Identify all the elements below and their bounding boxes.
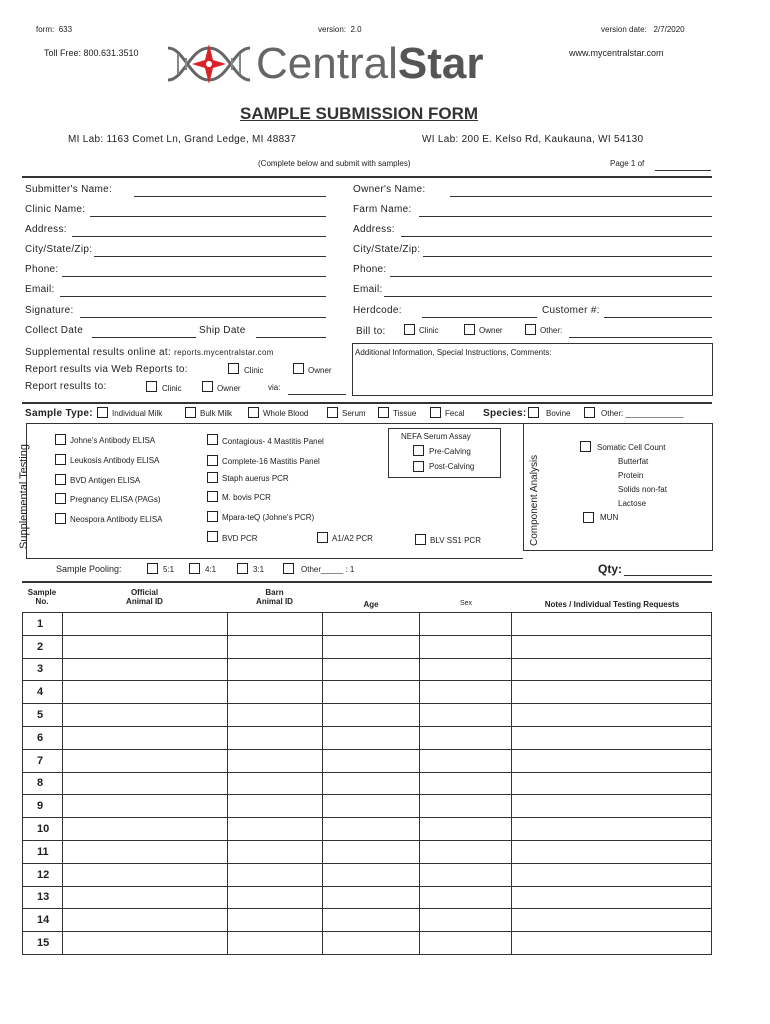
row-number: 5 <box>23 704 63 727</box>
somatic-cell-count-checkbox[interactable] <box>580 441 591 452</box>
m-bovis-checkbox[interactable] <box>207 491 218 502</box>
sample-pooling-label: Sample Pooling: <box>56 564 122 574</box>
a1a2-pcr-checkbox[interactable] <box>317 532 328 543</box>
clinic-city-field[interactable] <box>94 256 326 257</box>
table-row <box>23 749 712 772</box>
bill-clinic-label: Clinic <box>419 326 439 335</box>
header-divider <box>22 176 712 178</box>
clinic-phone-field[interactable] <box>62 276 326 277</box>
notes-cell[interactable] <box>512 749 712 772</box>
row-number: 2 <box>23 635 63 658</box>
mpara-teq-checkbox[interactable] <box>207 511 218 522</box>
barn-id-cell[interactable] <box>227 726 322 749</box>
pool-3-1-checkbox[interactable] <box>237 563 248 574</box>
barn-id-cell[interactable] <box>227 749 322 772</box>
owner-phone-field[interactable] <box>390 276 712 277</box>
owner-address-field[interactable] <box>401 236 712 237</box>
bvd-antigen-elisa-checkbox[interactable] <box>55 474 66 485</box>
age-cell[interactable] <box>322 704 420 727</box>
pool-4-1-checkbox[interactable] <box>189 563 200 574</box>
page-total-field[interactable] <box>655 170 711 171</box>
species-other-checkbox[interactable] <box>584 407 595 418</box>
leukosis-elisa-checkbox[interactable] <box>55 454 66 465</box>
sample-type-option: Serum <box>342 409 366 418</box>
owner-email-field[interactable] <box>384 296 712 297</box>
sample-type-option: Bulk Milk <box>200 409 233 418</box>
table-row <box>23 795 712 818</box>
species-other-label: Other: _____________ <box>601 409 684 418</box>
age-cell[interactable] <box>322 749 420 772</box>
component-item: Lactose <box>618 499 647 508</box>
species-bovine-checkbox[interactable] <box>528 407 539 418</box>
notes-cell[interactable] <box>512 863 712 886</box>
sample-whole-blood-checkbox[interactable] <box>248 407 259 418</box>
barn-id-cell[interactable] <box>227 681 322 704</box>
notes-cell[interactable] <box>512 886 712 909</box>
centralstar-logo-icon <box>164 40 254 88</box>
barn-id-cell[interactable] <box>227 863 322 886</box>
age-cell[interactable] <box>322 818 420 841</box>
official-id-cell[interactable] <box>62 726 227 749</box>
row-number: 14 <box>23 909 63 932</box>
official-id-cell[interactable] <box>62 795 227 818</box>
via-label: via: <box>268 383 281 392</box>
mun-label: MUN <box>600 513 619 522</box>
age-cell[interactable] <box>322 658 420 681</box>
clinic-name-field[interactable] <box>90 216 326 217</box>
official-id-cell[interactable] <box>62 613 227 636</box>
page-title: SAMPLE SUBMISSION FORM <box>240 104 479 123</box>
bill-other-checkbox[interactable] <box>525 324 536 335</box>
web-clinic-label: Clinic <box>244 366 264 375</box>
table-row <box>23 886 712 909</box>
sample-type-option: Fecal <box>445 409 465 418</box>
row-number: 6 <box>23 726 63 749</box>
supplemental-test-label: Leukosis Antibody ELISA <box>70 456 160 465</box>
sex-cell[interactable] <box>420 613 512 636</box>
supplemental-test-label: M. bovis PCR <box>222 493 271 502</box>
age-cell[interactable] <box>322 840 420 863</box>
row-number: 3 <box>23 658 63 681</box>
owner-name-field[interactable] <box>450 196 712 197</box>
sample-type-option: Individual Milk <box>112 409 163 418</box>
farm-name-label: Farm Name: <box>353 204 412 215</box>
owner-address-label: Address: <box>353 224 395 235</box>
official-id-cell[interactable] <box>62 886 227 909</box>
signature-field[interactable] <box>80 317 326 318</box>
form-number-label: form: 633 <box>36 25 73 34</box>
col-header-age: Age <box>363 600 379 609</box>
sex-cell[interactable] <box>420 658 512 681</box>
supplemental-test-label: BVD Antigen ELISA <box>70 476 141 485</box>
owner-phone-label: Phone: <box>353 264 387 275</box>
notes-cell[interactable] <box>512 772 712 795</box>
barn-id-cell[interactable] <box>227 613 322 636</box>
notes-cell[interactable] <box>512 795 712 818</box>
reports-url[interactable]: reports.mycentralstar.com <box>174 348 274 357</box>
pregnancy-elisa-checkbox[interactable] <box>55 493 66 504</box>
pool-option-label: 4:1 <box>205 565 217 574</box>
age-cell[interactable] <box>322 863 420 886</box>
age-cell[interactable] <box>322 726 420 749</box>
sex-cell[interactable] <box>420 635 512 658</box>
toll-free-number: Toll Free: 800.631.3510 <box>44 48 139 58</box>
qty-field[interactable] <box>624 575 712 576</box>
table-divider <box>22 581 712 583</box>
species-label: Species: <box>483 408 527 419</box>
age-cell[interactable] <box>322 772 420 795</box>
barn-id-cell[interactable] <box>227 932 322 955</box>
supplemental-test-label: Mpara-teQ (Johne's PCR) <box>222 513 315 522</box>
brand-wordmark: CentralStar <box>256 39 484 88</box>
table-row <box>23 932 712 955</box>
species-bovine-label: Bovine <box>546 409 571 418</box>
instructions-text: (Complete below and submit with samples) <box>258 159 411 168</box>
notes-cell[interactable] <box>512 681 712 704</box>
col-header-sample: Sample No. <box>27 588 57 606</box>
sex-cell[interactable] <box>420 772 512 795</box>
row-number: 11 <box>23 840 63 863</box>
mun-checkbox[interactable] <box>583 512 594 523</box>
col-header-sex: Sex <box>459 600 473 607</box>
report-clinic-checkbox[interactable] <box>146 381 157 392</box>
website-link[interactable]: www.mycentralstar.com <box>569 48 664 58</box>
bill-to-label: Bill to: <box>356 326 386 337</box>
additional-info-label: Additional Information, Special Instructions, Comments: <box>355 348 552 357</box>
table-row <box>23 613 712 636</box>
page-of-label: Page 1 of <box>610 159 645 168</box>
signature-label: Signature: <box>25 305 74 316</box>
clinic-name-label: Clinic Name: <box>25 204 86 215</box>
table-row <box>23 726 712 749</box>
nefa-post-calving-checkbox[interactable] <box>413 461 424 472</box>
official-id-cell[interactable] <box>62 863 227 886</box>
notes-cell[interactable] <box>512 840 712 863</box>
age-cell[interactable] <box>322 795 420 818</box>
row-number: 12 <box>23 863 63 886</box>
barn-id-cell[interactable] <box>227 772 322 795</box>
age-cell[interactable] <box>322 932 420 955</box>
nefa-box <box>388 428 501 478</box>
submitter-name-label: Submitter's Name: <box>25 184 113 195</box>
sample-tissue-checkbox[interactable] <box>378 407 389 418</box>
sex-cell[interactable] <box>420 749 512 772</box>
complete-mastitis-checkbox[interactable] <box>207 455 218 466</box>
ship-date-label: Ship Date <box>199 325 246 336</box>
nefa-title: NEFA Serum Assay <box>401 432 471 441</box>
sex-cell[interactable] <box>420 932 512 955</box>
row-number: 8 <box>23 772 63 795</box>
supplemental-test-label: Pregnancy ELISA (PAGs) <box>70 495 161 504</box>
submitter-name-field[interactable] <box>134 196 326 197</box>
farm-name-field[interactable] <box>419 216 712 217</box>
notes-cell[interactable] <box>512 658 712 681</box>
barn-id-cell[interactable] <box>227 886 322 909</box>
reports-divider <box>22 402 712 404</box>
sample-type-option: Tissue <box>393 409 417 418</box>
report-owner-label: Owner <box>217 384 241 393</box>
sex-cell[interactable] <box>420 886 512 909</box>
supplemental-test-label: Complete-16 Mastitis Panel <box>222 457 320 466</box>
barn-id-cell[interactable] <box>227 704 322 727</box>
age-cell[interactable] <box>322 635 420 658</box>
blv-pcr-checkbox[interactable] <box>415 534 426 545</box>
sex-cell[interactable] <box>420 818 512 841</box>
col-header-notes: Notes / Individual Testing Requests <box>544 600 680 609</box>
official-id-cell[interactable] <box>62 635 227 658</box>
owner-city-label: City/State/Zip: <box>353 244 421 255</box>
blv-pcr-label: BLV SS1 PCR <box>430 536 481 545</box>
row-number: 4 <box>23 681 63 704</box>
mi-lab-address: MI Lab: 1163 Comet Ln, Grand Ledge, MI 48837 <box>68 134 297 145</box>
barn-id-cell[interactable] <box>227 635 322 658</box>
herdcode-label: Herdcode: <box>353 305 402 316</box>
table-row <box>23 863 712 886</box>
official-id-cell[interactable] <box>62 681 227 704</box>
official-id-cell[interactable] <box>62 749 227 772</box>
official-id-cell[interactable] <box>62 658 227 681</box>
sample-serum-checkbox[interactable] <box>327 407 338 418</box>
animal-table <box>22 612 712 955</box>
row-number: 7 <box>23 749 63 772</box>
table-row <box>23 704 712 727</box>
table-row <box>23 635 712 658</box>
staph-aureus-checkbox[interactable] <box>207 472 218 483</box>
pool-option-label: 3:1 <box>253 565 265 574</box>
qty-label: Qty: <box>598 562 622 576</box>
official-id-cell[interactable] <box>62 932 227 955</box>
clinic-address-field[interactable] <box>72 236 326 237</box>
version-label: version: 2.0 <box>318 25 362 34</box>
table-row <box>23 772 712 795</box>
notes-cell[interactable] <box>512 726 712 749</box>
pool-option-label: 5:1 <box>163 565 175 574</box>
sex-cell[interactable] <box>420 840 512 863</box>
owner-email-label: Email: <box>353 284 383 295</box>
sex-cell[interactable] <box>420 726 512 749</box>
neospora-elisa-checkbox[interactable] <box>55 513 66 524</box>
barn-id-cell[interactable] <box>227 840 322 863</box>
customer-number-field[interactable] <box>604 317 712 318</box>
age-cell[interactable] <box>322 613 420 636</box>
web-clinic-checkbox[interactable] <box>228 363 239 374</box>
clinic-phone-label: Phone: <box>25 264 59 275</box>
sample-type-option: Whole Blood <box>263 409 309 418</box>
age-cell[interactable] <box>322 681 420 704</box>
sex-cell[interactable] <box>420 795 512 818</box>
supplemental-test-label: Johne's Antibody ELISA <box>70 436 156 445</box>
ship-date-field[interactable] <box>256 337 326 338</box>
clinic-email-field[interactable] <box>60 296 326 297</box>
web-owner-checkbox[interactable] <box>293 363 304 374</box>
bill-owner-checkbox[interactable] <box>464 324 475 335</box>
a1a2-pcr-label: A1/A2 PCR <box>332 534 373 543</box>
notes-cell[interactable] <box>512 635 712 658</box>
supplemental-test-label: Staph auerus PCR <box>222 474 289 483</box>
sex-cell[interactable] <box>420 909 512 932</box>
notes-cell[interactable] <box>512 818 712 841</box>
notes-cell[interactable] <box>512 613 712 636</box>
sex-cell[interactable] <box>420 863 512 886</box>
herdcode-field[interactable] <box>422 317 537 318</box>
clinic-address-label: Address: <box>25 224 67 235</box>
clinic-city-label: City/State/Zip: <box>25 244 93 255</box>
supplemental-online-label: Supplemental results online at: reports.mycentralstar.com <box>25 347 274 358</box>
row-number: 15 <box>23 932 63 955</box>
owner-name-label: Owner's Name: <box>353 184 426 195</box>
bvd-pcr-checkbox[interactable] <box>207 531 218 542</box>
row-number: 1 <box>23 613 63 636</box>
supplemental-test-label: Contagious- 4 Mastitis Panel <box>222 437 324 446</box>
row-number: 10 <box>23 818 63 841</box>
barn-id-cell[interactable] <box>227 818 322 841</box>
sex-cell[interactable] <box>420 704 512 727</box>
component-item: Butterfat <box>618 457 649 466</box>
additional-info-box[interactable] <box>352 343 713 396</box>
table-row <box>23 681 712 704</box>
sample-bulk-milk-checkbox[interactable] <box>185 407 196 418</box>
bill-other-field[interactable] <box>569 337 712 338</box>
table-row <box>23 658 712 681</box>
pool-other-checkbox[interactable] <box>283 563 294 574</box>
web-reports-label: Report results via Web Reports to: <box>25 364 188 375</box>
collect-date-field[interactable] <box>92 337 196 338</box>
official-id-cell[interactable] <box>62 818 227 841</box>
bill-other-label: Other: <box>540 326 563 335</box>
sex-cell[interactable] <box>420 681 512 704</box>
supplemental-test-label: BVD PCR <box>222 534 258 543</box>
bill-owner-label: Owner <box>479 326 503 335</box>
table-row <box>23 909 712 932</box>
report-to-label: Report results to: <box>25 381 107 392</box>
official-id-cell[interactable] <box>62 772 227 795</box>
official-id-cell[interactable] <box>62 909 227 932</box>
component-item: Solids non-fat <box>618 485 667 494</box>
pool-option-label: Other_____ : 1 <box>301 565 355 574</box>
version-date-label: version date: 2/7/2020 <box>601 25 685 34</box>
customer-number-label: Customer #: <box>542 305 600 316</box>
row-number: 9 <box>23 795 63 818</box>
sample-individual-milk-checkbox[interactable] <box>97 407 108 418</box>
supplemental-testing-side-label: Supplemental Testing <box>18 444 30 549</box>
nefa-pre-calving-checkbox[interactable] <box>413 445 424 456</box>
age-cell[interactable] <box>322 886 420 909</box>
official-id-cell[interactable] <box>62 704 227 727</box>
official-id-cell[interactable] <box>62 840 227 863</box>
barn-id-cell[interactable] <box>227 909 322 932</box>
web-owner-label: Owner <box>308 366 332 375</box>
wi-lab-address: WI Lab: 200 E. Kelso Rd, Kaukauna, WI 54130 <box>422 134 644 145</box>
somatic-cell-count-label: Somatic Cell Count <box>597 443 666 452</box>
collect-date-label: Collect Date <box>25 325 84 336</box>
table-row <box>23 818 712 841</box>
component-analysis-side-label: Component Analysis <box>529 454 540 546</box>
notes-cell[interactable] <box>512 909 712 932</box>
johnes-elisa-checkbox[interactable] <box>55 434 66 445</box>
nefa-post-calving-label: Post-Calving <box>429 462 475 471</box>
barn-id-cell[interactable] <box>227 795 322 818</box>
contagious-mastitis-checkbox[interactable] <box>207 434 218 445</box>
clinic-email-label: Email: <box>25 284 55 295</box>
bill-clinic-checkbox[interactable] <box>404 324 415 335</box>
table-row <box>23 840 712 863</box>
barn-id-cell[interactable] <box>227 658 322 681</box>
owner-city-field[interactable] <box>423 256 712 257</box>
col-header-official-id: Official Animal ID <box>126 588 163 606</box>
report-clinic-label: Clinic <box>162 384 182 393</box>
component-item: Protein <box>618 471 644 480</box>
supplemental-test-label: Neospora Antibody ELISA <box>70 515 163 524</box>
age-cell[interactable] <box>322 909 420 932</box>
pool-5-1-checkbox[interactable] <box>147 563 158 574</box>
report-owner-checkbox[interactable] <box>202 381 213 392</box>
via-field[interactable] <box>288 394 346 395</box>
notes-cell[interactable] <box>512 704 712 727</box>
row-number: 13 <box>23 886 63 909</box>
notes-cell[interactable] <box>512 932 712 955</box>
sample-fecal-checkbox[interactable] <box>430 407 441 418</box>
sample-type-label: Sample Type: <box>25 408 93 419</box>
col-header-barn-id: Barn Animal ID <box>256 588 293 606</box>
nefa-pre-calving-label: Pre-Calving <box>429 447 471 456</box>
